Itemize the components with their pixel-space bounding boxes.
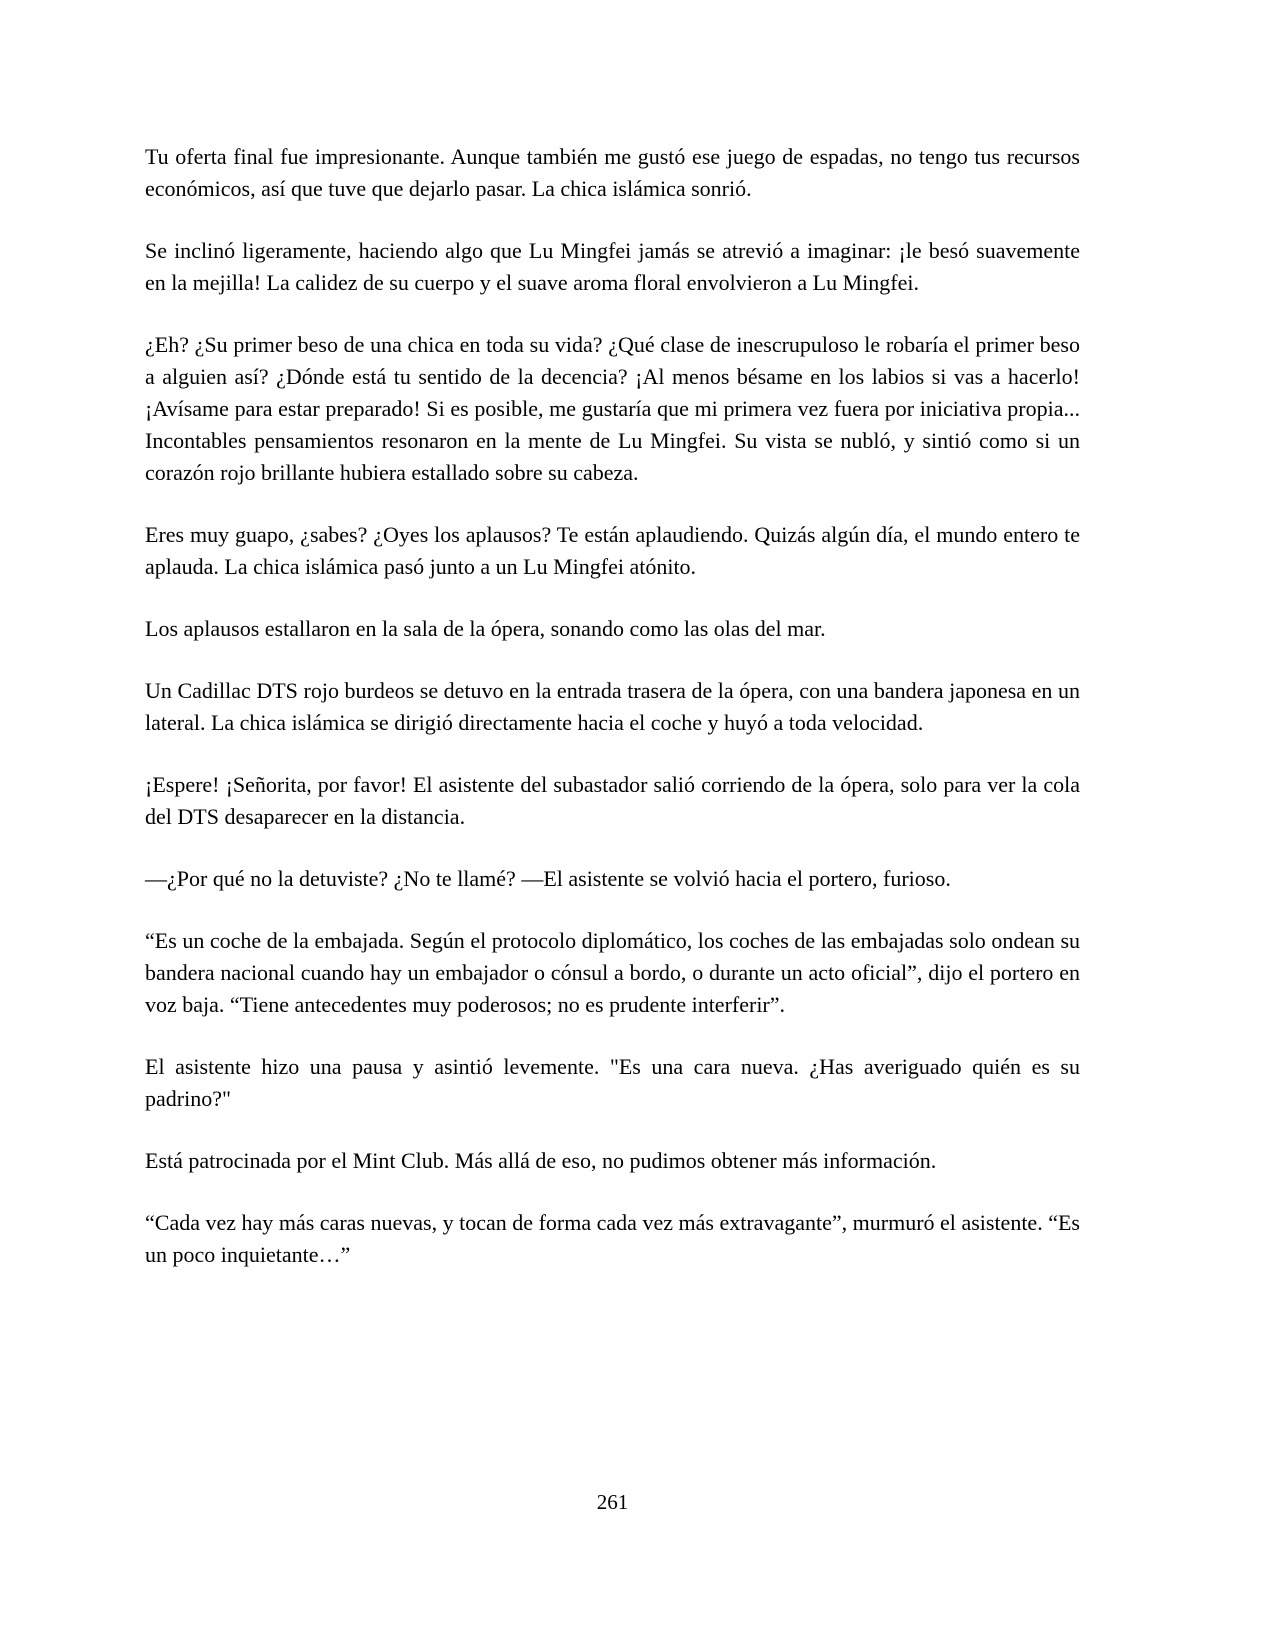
paragraph: El asistente hizo una pausa y asintió levemente. "Es una cara nueva. ¿Has averiguado quién es su padrino?" — [145, 1054, 1080, 1111]
page-number: 261 — [596, 1490, 629, 1514]
paragraph: “Cada vez hay más caras nuevas, y tocan de forma cada vez más extravagante”, murmuró el asistente. “Es un poco inquietante…” — [145, 1210, 1080, 1267]
paragraph: Se inclinó ligeramente, haciendo algo que Lu Mingfei jamás se atrevió a imaginar: ¡le besó suavemente en la mejilla! La calidez de su cuerpo y el suave aroma floral envolvieron a Lu Mingfei. — [145, 238, 1080, 295]
paragraph: Está patrocinada por el Mint Club. Más allá de eso, no pudimos obtener más información. — [145, 1148, 937, 1173]
paragraph: “Es un coche de la embajada. Según el protocolo diplomático, los coches de las embajadas solo ondean su bandera nacional cuando hay un embajador o cónsul a bordo, o durante un acto oficial”, dijo el portero en voz baja. “Tiene antecedentes muy poderosos; no es prudente interferir”. — [145, 928, 1080, 1017]
paragraph: ¡Espere! ¡Señorita, por favor! El asistente del subastador salió corriendo de la ópera, solo para ver la cola del DTS desaparecer en la distancia. — [145, 772, 1080, 829]
paragraph: Eres muy guapo, ¿sabes? ¿Oyes los aplausos? Te están aplaudiendo. Quizás algún día, el mundo entero te aplauda. La chica islámica pasó junto a un Lu Mingfei atónito. — [145, 522, 1080, 579]
paragraph: —¿Por qué no la detuviste? ¿No te llamé? —El asistente se volvió hacia el portero, furioso. — [145, 866, 951, 891]
page-text — [145, 141, 1080, 1301]
paragraph: Los aplausos estallaron en la sala de la ópera, sonando como las olas del mar. — [145, 616, 826, 641]
paragraph: Tu oferta final fue impresionante. Aunque también me gustó ese juego de espadas, no tengo tus recursos económicos, así que tuve que dejarlo pasar. La chica islámica sonrió. — [145, 144, 1080, 201]
paragraph: Un Cadillac DTS rojo burdeos se detuvo en la entrada trasera de la ópera, con una bandera japonesa en un lateral. La chica islámica se dirigió directamente hacia el coche y huyó a toda velocidad. — [145, 678, 1080, 735]
paragraph: ¿Eh? ¿Su primer beso de una chica en toda su vida? ¿Qué clase de inescrupuloso le robaría el primer beso a alguien así? ¿Dónde está tu sentido de la decencia? ¡Al menos bésame en los labios si vas a hacerlo! ¡Avísame para estar preparado! Si es posible, me gustaría que mi primera vez fuera por iniciativa propia... Incontables pensamientos resonaron en la mente de Lu Mingfei. Su vista se nubló, y sintió como si un corazón rojo brillante hubiera estallado sobre su cabeza. — [145, 332, 1080, 485]
